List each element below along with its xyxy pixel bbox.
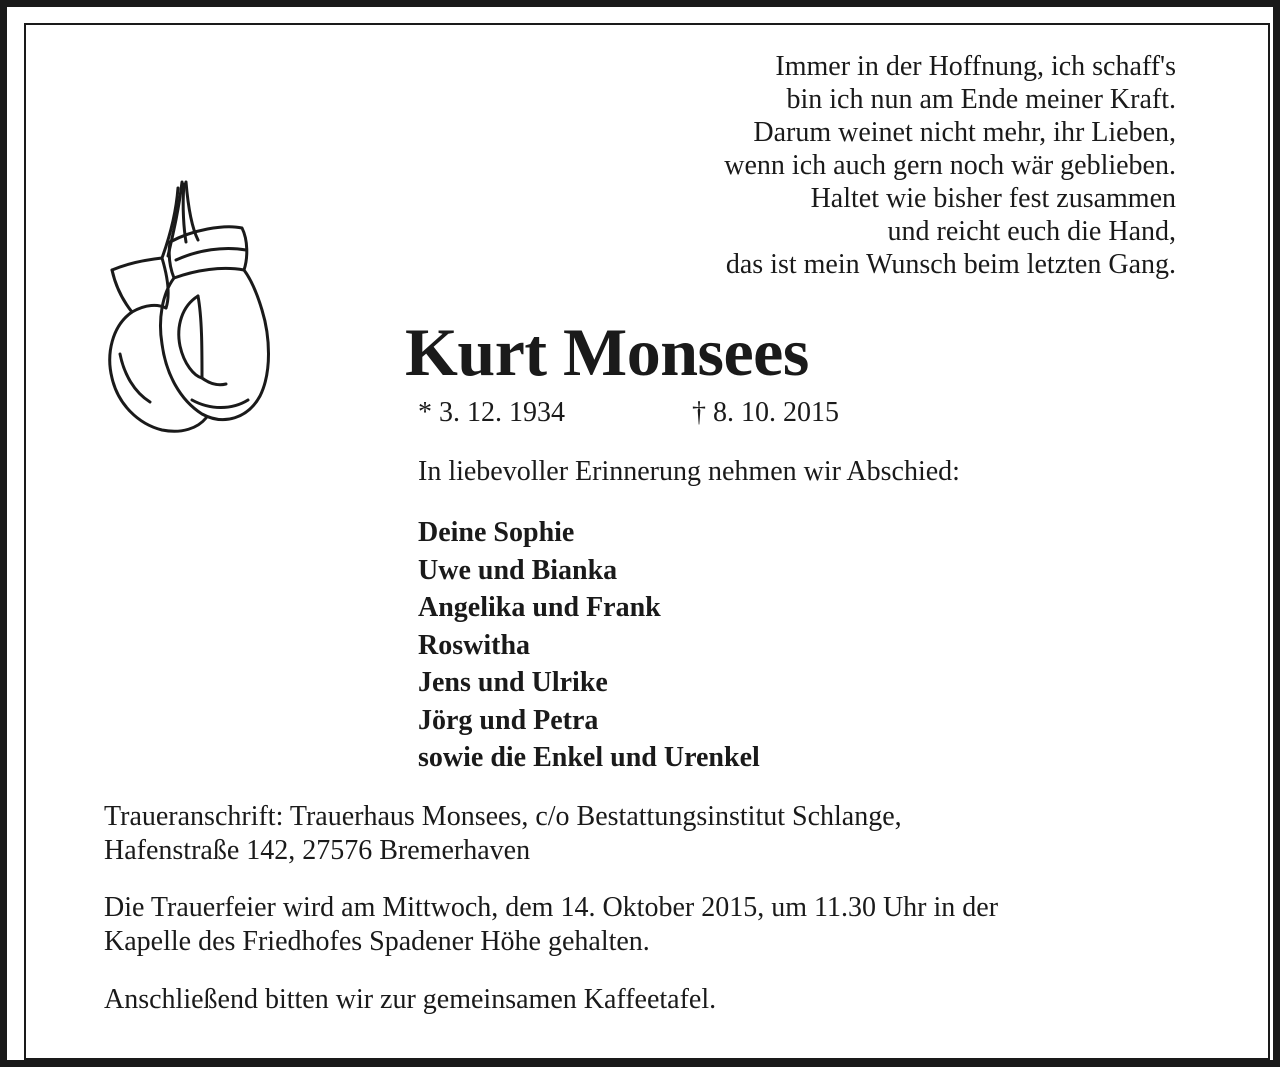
- address-line: Hafenstraße 142, 27576 Bremerhaven: [104, 835, 531, 866]
- mourner: Jörg und Petra: [418, 704, 599, 736]
- poem-line: bin ich nun am Ende meiner Kraft.: [786, 84, 1176, 115]
- mourner: Uwe und Bianka: [418, 554, 618, 586]
- poem-line: Darum weinet nicht mehr, ihr Lieben,: [753, 117, 1176, 148]
- mourning-address: [104, 800, 902, 868]
- mourner: Roswitha: [418, 629, 531, 661]
- address-line: Traueranschrift: Trauerhaus Monsees, c/o Bestattungsinstitut Schlange,: [104, 801, 902, 832]
- poem-line: wenn ich auch gern noch wär geblieben.: [724, 150, 1176, 181]
- ceremony-line: Kapelle des Friedhofes Spadener Höhe gehalten.: [104, 926, 650, 957]
- poem-line: Immer in der Hoffnung, ich schaff's: [775, 51, 1176, 82]
- mourner: sowie die Enkel und Urenkel: [418, 742, 760, 773]
- poem-line: das ist mein Wunsch beim letzten Gang.: [725, 249, 1176, 280]
- ceremony-line: Die Trauerfeier wird am Mittwoch, dem 14. Oktober 2015, um 11.30 Uhr in der: [104, 892, 999, 923]
- mourner: Deine Sophie: [418, 517, 575, 548]
- deceased-name: Kurt Monsees: [405, 314, 809, 390]
- birth-date: * 3. 12. 1934: [418, 397, 565, 428]
- boxing-gloves-icon: [106, 178, 271, 440]
- poem: [724, 50, 1176, 281]
- ceremony-info: [104, 891, 1176, 959]
- coffee-invitation: Anschließend bitten wir zur gemeinsamen Kaffeetafel.: [104, 984, 717, 1015]
- death-date: † 8. 10. 2015: [692, 397, 839, 428]
- farewell-intro: In liebevoller Erinnerung nehmen wir Abschied:: [418, 456, 960, 487]
- mourner: Jens und Ulrike: [418, 667, 608, 698]
- mourners-list: [418, 514, 760, 777]
- poem-line: und reicht euch die Hand,: [887, 216, 1176, 247]
- poem-line: Haltet wie bisher fest zusammen: [810, 183, 1176, 214]
- mourner: Angelika und Frank: [418, 592, 661, 623]
